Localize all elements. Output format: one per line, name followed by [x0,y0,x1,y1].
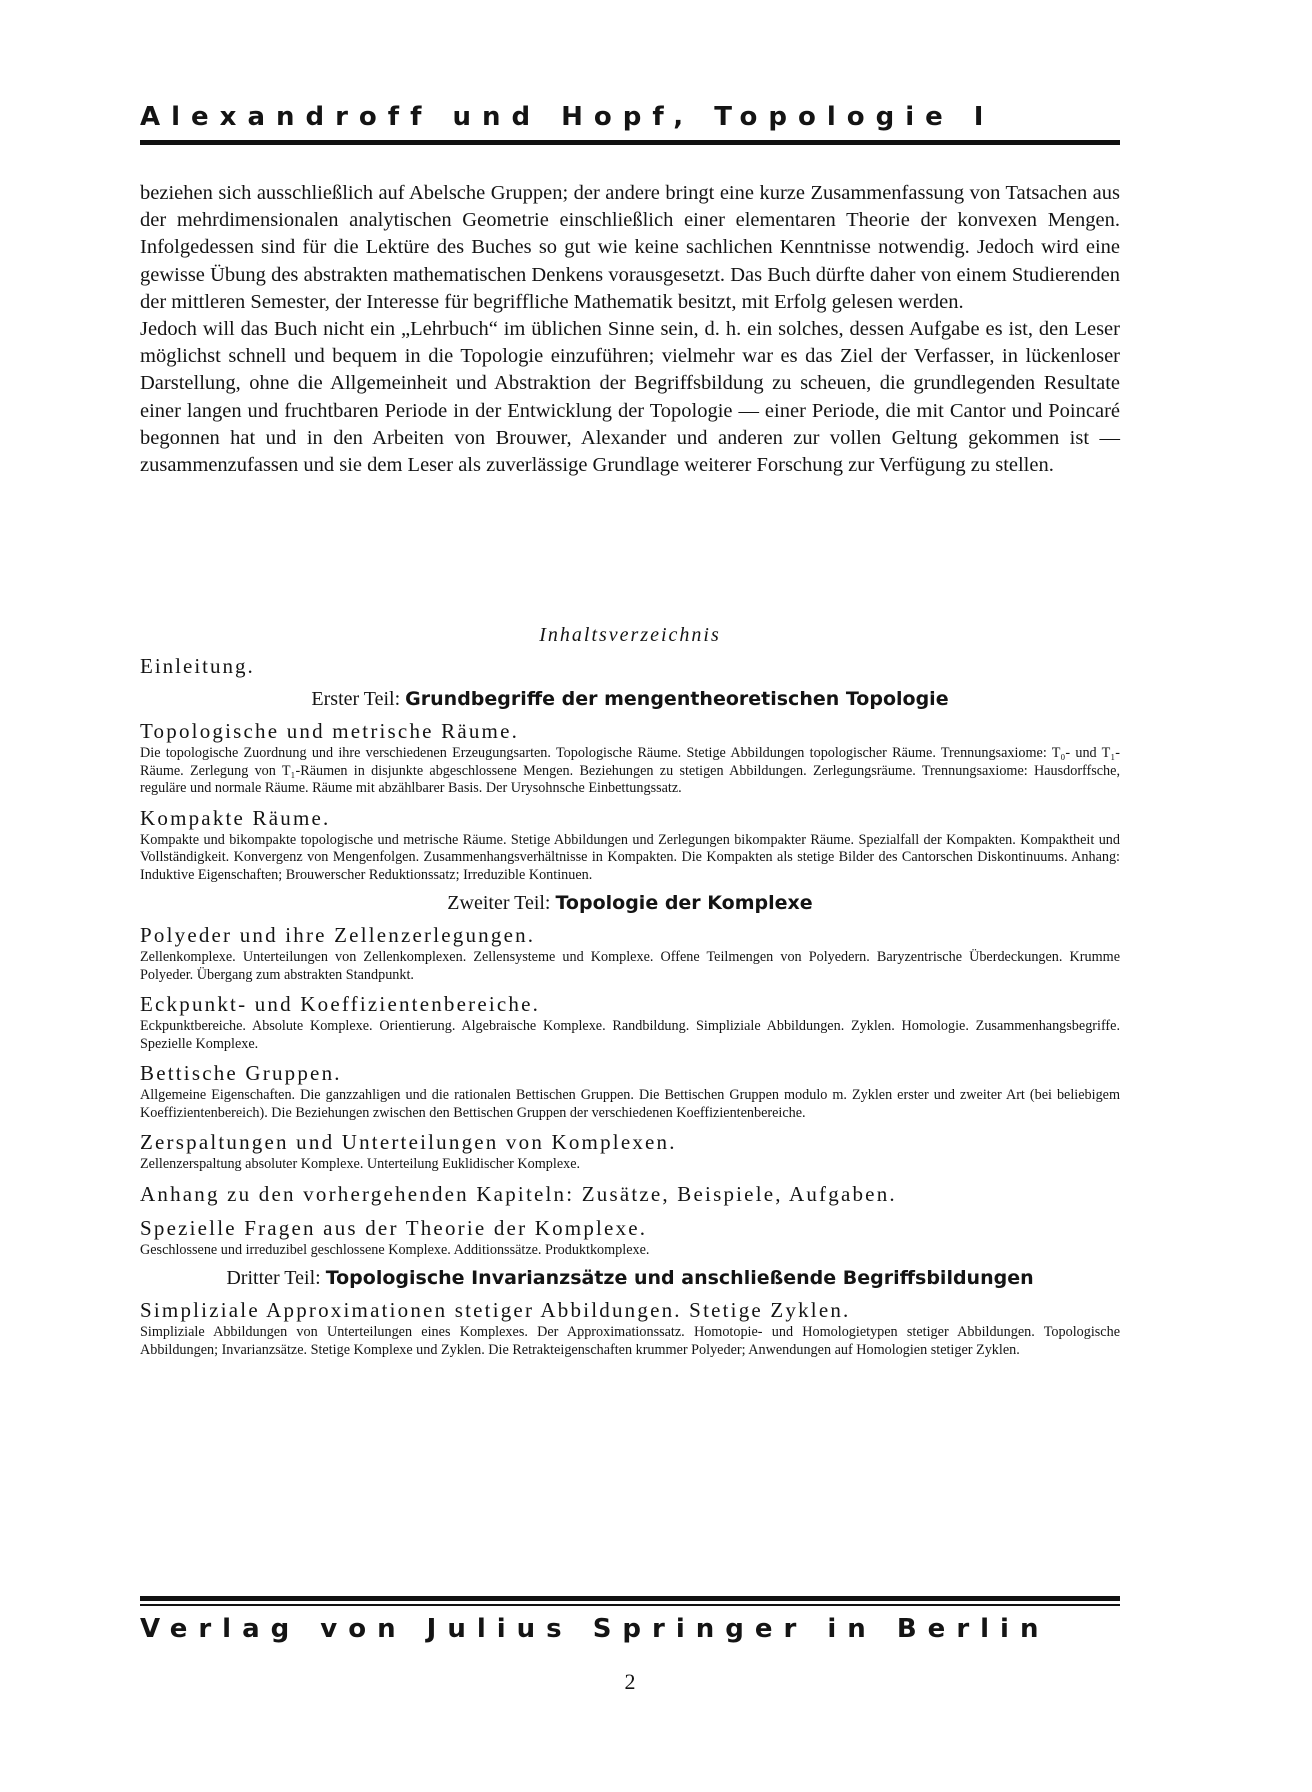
part-label: Dritter Teil: [226,1267,321,1289]
footer-rule-thick [140,1596,1120,1601]
intro-text [140,180,1120,479]
chapter-description: Simpliziale Abbildungen von Unterteilungen eines Komplexes. Der Approximationssatz. Homotopie- und Homologietypen stetiger Abbildungen. Topologische Abbildungen; Invarianzsätze. Stetige Komplexe und Zyklen. Die Retrakteigenschaften krummer Polyeder; Anwendungen auf Homologien stetiger Zyklen. [140,1324,1120,1358]
chapter-entry [140,1128,1120,1174]
intro-paragraph-2: Jedoch will das Buch nicht ein „Lehrbuch“ im üblichen Sinne sein, d. h. ein solches, dessen Aufgabe es ist, den Leser möglichst schnell und bequem in die Topologie einzuführen; vielmehr war es das Ziel der Verfasser, in lückenloser Darstellung, ohne die Allgemeinheit und Abstraktion der Begriffsbildung zu scheuen, die grundlegenden Resultate einer langen und fruchtbaren Periode in der Entwicklung der Topologie — einer Periode, die mit Cantor und Poincaré begonnen hat und in den Arbeiten von Brouwer, Alexander und anderen zur vollen Geltung gekommen ist — zusammenzufassen und sie dem Leser als zuverlässige Grundlage weiterer Forschung zur Verfügung zu stellen. [140,318,1120,477]
chapter-description: Kompakte und bikompakte topologische und metrische Räume. Stetige Abbildungen und Zerlegungen bikompakter Räume. Spezialfall der Kompakten. Kompaktheit und Vollständigkeit. Konvergenz von Mengenfolgen. Zusammenhangsverhältnisse in Kompakten. Die Kompakten als stetige Bilder des Cantorschen Diskontinuums. Anhang: Induktive Eigenschaften; Brouwerscher Reduktionssatz; Irreduzible Kontinuen. [140,831,1120,883]
chapter-description: Allgemeine Eigenschaften. Die ganzzahligen und die rationalen Bettischen Gruppen. Die Bettischen Gruppen modulo m. Zyklen erster und zweiter Art (bei beliebigem Koeffizientenbereich). Die Beziehungen zwischen den Bettischen Gruppen der verschiedenen Koeffizientenbereiche. [140,1087,1120,1121]
chapter-title: Simpliziale Approximationen stetiger Abbildungen. Stetige Zyklen. [140,1298,851,1322]
chapter-title: Spezielle Fragen aus der Theorie der Komplexe. [140,1215,648,1240]
chapter-description: Zellenzerspaltung absoluter Komplexe. Unterteilung Euklidischer Komplexe. [140,1156,581,1172]
toc-introduction: Einleitung. [140,654,255,678]
footer-rule-thin [140,1604,1120,1606]
part-heading-3 [140,1265,1120,1292]
chapter-title: Zerspaltungen und Unterteilungen von Komplexen. [140,1130,677,1154]
part-heading-2 [140,890,1120,917]
chapter-title: Eckpunkt- und Koeffizientenbereiche. [140,992,541,1016]
chapter-description: Die topologische Zuordnung und ihre verschiedenen Erzeugungsarten. Topologische Räume. Stetige Abbildungen topologischer Räume. Trennungsaxiome: T₀- und T₁-Räume. Zerlegung von T₁-Räumen in disjunkte abgeschlossene Mengen. Beziehungen zu stetigen Abbildungen. Zerlegungsräume. Trennungsaxiome: Hausdorffsche, reguläre und normale Räume. Räume mit abzählbarer Basis. Der Urysohnsche Einbettungssatz. [140,745,1120,796]
toc-heading: Inhaltsverzeichnis [539,624,721,646]
part-label: Zweiter Teil: [447,892,551,914]
chapter-entry [140,921,1120,984]
table-of-contents [140,622,1120,1365]
chapter-entry [140,717,1120,798]
chapter-title: Topologische und metrische Räume. [140,719,520,743]
footer-publisher: Verlag von Julius Springer in Berlin [140,1614,1050,1644]
chapter-title: Polyeder und ihre Zellenzerlegungen. [140,923,536,947]
chapter-entry [140,990,1120,1053]
part-name: Topologische Invarianzsätze und anschließende Begriffsbildungen [325,1267,1034,1289]
chapter-entry [140,804,1120,885]
part-heading-1 [140,686,1120,713]
chapter-title: Anhang zu den vorhergehenden Kapiteln: Zusätze, Beispiele, Aufgaben. [140,1181,897,1206]
chapter-entry [140,1180,1120,1208]
chapter-entry [140,1214,1120,1260]
document-page [140,0,1120,1792]
chapter-entry [140,1059,1120,1122]
chapter-title: Bettische Gruppen. [140,1061,342,1085]
part-label: Erster Teil: [311,688,401,710]
chapter-title: Kompakte Räume. [140,805,331,830]
part-name: Grundbegriffe der mengentheoretischen Topologie [405,688,949,710]
page-number: 2 [624,1669,636,1694]
chapter-description: Eckpunktbereiche. Absolute Komplexe. Orientierung. Algebraische Komplexe. Randbildung. Simpliziale Abbildungen. Zyklen. Homologie. Zusammenhangsbegriffe. Spezielle Komplexe. [140,1018,1120,1052]
intro-paragraph-1: beziehen sich ausschließlich auf Abelsche Gruppen; der andere bringt eine kurze Zusammenfassung von Tatsachen aus der mehrdimensionalen analytischen Geometrie einschließlich einer elementaren Theorie der konvexen Mengen. Infolgedessen sind für die Lektüre des Buches so gut wie keine sachlichen Kenntnisse notwendig. Jedoch wird eine gewisse Übung des abstrakten mathematischen Denkens vorausgesetzt. Das Buch dürfte daher von einem Studierenden der mittleren Semester, der Interesse für begriffliche Mathematik besitzt, mit Erfolg gelesen werden. [140,182,1120,313]
chapter-entry [140,1296,1120,1359]
header-rule [140,140,1120,145]
chapter-description: Geschlossene und irreduzibel geschlossene Komplexe. Additionssätze. Produktkomplexe. [140,1241,650,1258]
part-name: Topologie der Komplexe [555,892,813,914]
chapter-description: Zellenkomplexe. Unterteilungen von Zellenkomplexen. Zellensysteme und Komplexe. Offene Teilmengen von Polyedern. Baryzentrische Überdeckungen. Krumme Polyeder. Übergang zum abstrakten Standpunkt. [140,949,1120,983]
header-title: Alexandroff und Hopf, Topologie I [140,102,995,132]
